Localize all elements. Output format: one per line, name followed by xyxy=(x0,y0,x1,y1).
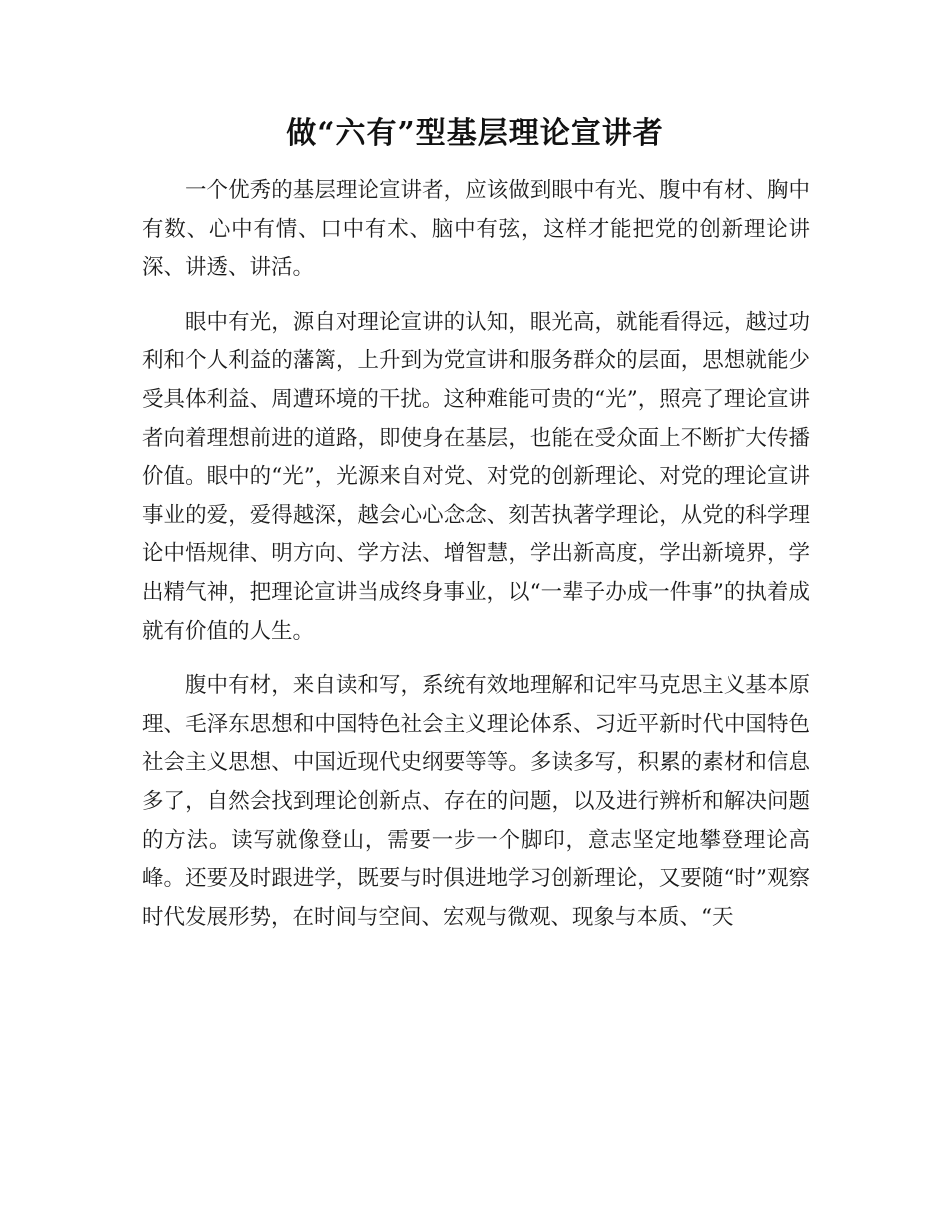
paragraph-intro: 一个优秀的基层理论宣讲者，应该做到眼中有光、腹中有材、胸中有数、心中有情、口中有术、脑中有弦，这样才能把党的创新理论讲深、讲透、讲活。 xyxy=(142,178,810,281)
document-title: 做“六有”型基层理论宣讲者 xyxy=(286,116,664,151)
document-body xyxy=(142,172,810,953)
paragraph-eyes-light: 眼中有光，源自对理论宣讲的认知，眼光高，就能看得远，越过功利和个人利益的藩篱，上升到为党宣讲和服务群众的层面，思想就能少受具体利益、周遭环境的干扰。这种难能可贵的“光”，照亮了理论宣讲者向着理想前进的道路，即使身在基层，也能在受众面上不断扩大传播价值。眼中的“光”，光源来自对党、对党的创新理论、对党的理论宣讲事业的爱，爱得越深，越会心心念念、刻苦执著学理论，从党的科学理论中悟规律、明方向、学方法、增智慧，学出新高度，学出新境界，学出精气神，把理论宣讲当成终身事业，以“一辈子办成一件事”的执着成就有价值的人生。 xyxy=(142,309,810,644)
paragraph-belly-talent: 腹中有材，来自读和写，系统有效地理解和记牢马克思主义基本原理、毛泽东思想和中国特色社会主义理论体系、习近平新时代中国特色社会主义思想、中国近现代史纲要等等。多读多写，积累的素材和信息多了，自然会找到理论创新点、存在的问题，以及进行辨析和解决问题的方法。读写就像登山，需要一步一个脚印，意志坚定地攀登理论高峰。还要及时跟进学，既要与时俱进地学习创新理论，又要随“时”观察时代发展形势，在时间与空间、宏观与微观、现象与本质、“天 xyxy=(142,673,810,930)
